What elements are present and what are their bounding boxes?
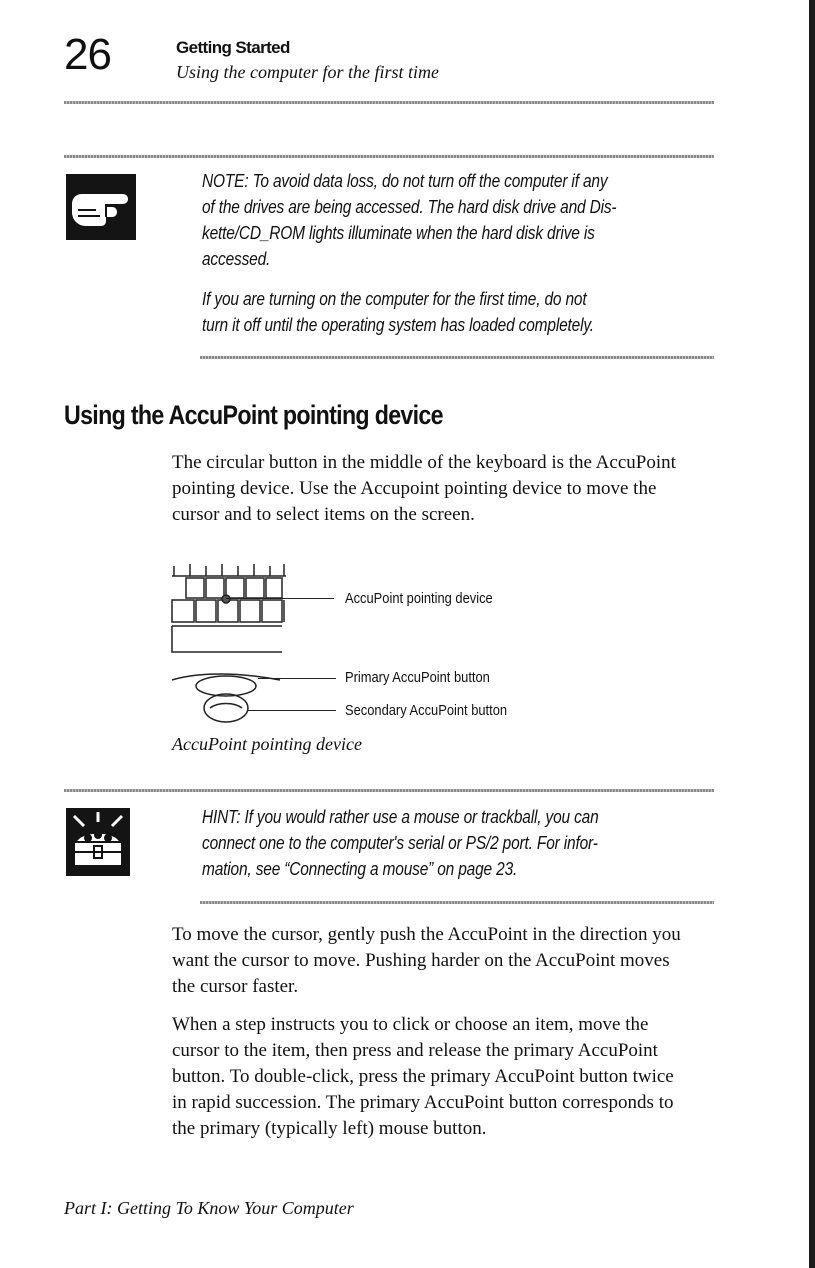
note-line: turn it off until the operating system has loaded completely. [202,315,594,335]
treasure-chest-icon [66,808,130,876]
page-number: 26 [64,30,111,79]
keyboard-illustration [168,560,348,730]
text-line: When a step instructs you to click or choose an item, move the [172,1014,649,1035]
scan-edge [809,0,815,1268]
callout-line-secondary [248,710,336,711]
note-line: NOTE: To avoid data loss, do not turn off the computer if any [202,171,608,191]
pointing-hand-icon [66,174,136,240]
paragraph-click [172,1012,714,1142]
note-line: kette/CD_ROM lights illuminate when the hard disk drive is [202,223,595,243]
hint-top-rule [64,789,714,792]
text-line: pointing device. Use the Accupoint pointing device to move the [172,478,657,499]
callout-line-device [226,598,334,599]
note-top-rule [64,155,714,158]
text-line: cursor and to select items on the screen. [172,504,475,525]
paragraph-move-cursor [172,922,714,1000]
label-secondary-button: Secondary AccuPoint button [345,702,508,719]
note-line: If you are turning on the computer for the first time, do not [202,289,587,309]
hint-line: mation, see “Connecting a mouse” on page 23. [202,859,518,879]
text-line: cursor to the item, then press and release the primary AccuPoint [172,1040,658,1061]
text-line: want the cursor to move. Pushing harder on the AccuPoint moves [172,950,670,971]
note-line: of the drives are being accessed. The hard disk drive and Dis- [202,197,617,217]
header-rule [64,101,714,104]
hint-bottom-rule [200,901,714,904]
hint-line: HINT: If you would rather use a mouse or trackball, you can [202,807,599,827]
figure-caption: AccuPoint pointing device [172,734,362,754]
label-accupoint-device: AccuPoint pointing device [345,590,493,607]
section-heading: Getting Started [176,38,290,57]
label-primary-button: Primary AccuPoint button [345,669,490,686]
note-text [202,168,701,338]
text-line: The circular button in the middle of the keyboard is the AccuPoint [172,452,676,473]
section-title: Using the AccuPoint pointing device [64,400,443,430]
text-line: button. To double-click, press the primary AccuPoint button twice [172,1066,674,1087]
note-line: accessed. [202,249,271,269]
note-bottom-rule [200,356,714,359]
intro-paragraph [172,450,714,528]
callout-line-primary [258,678,336,679]
hint-text [202,804,701,882]
text-line: To move the cursor, gently push the AccuPoint in the direction you [172,924,681,945]
text-line: in rapid succession. The primary AccuPoint button corresponds to [172,1092,674,1113]
subsection-heading: Using the computer for the first time [176,62,439,82]
text-line: the cursor faster. [172,976,299,997]
hint-line: connect one to the computer's serial or PS/2 port. For infor- [202,833,598,853]
footer-text: Part I: Getting To Know Your Computer [64,1198,354,1218]
text-line: the primary (typically left) mouse button. [172,1118,487,1139]
